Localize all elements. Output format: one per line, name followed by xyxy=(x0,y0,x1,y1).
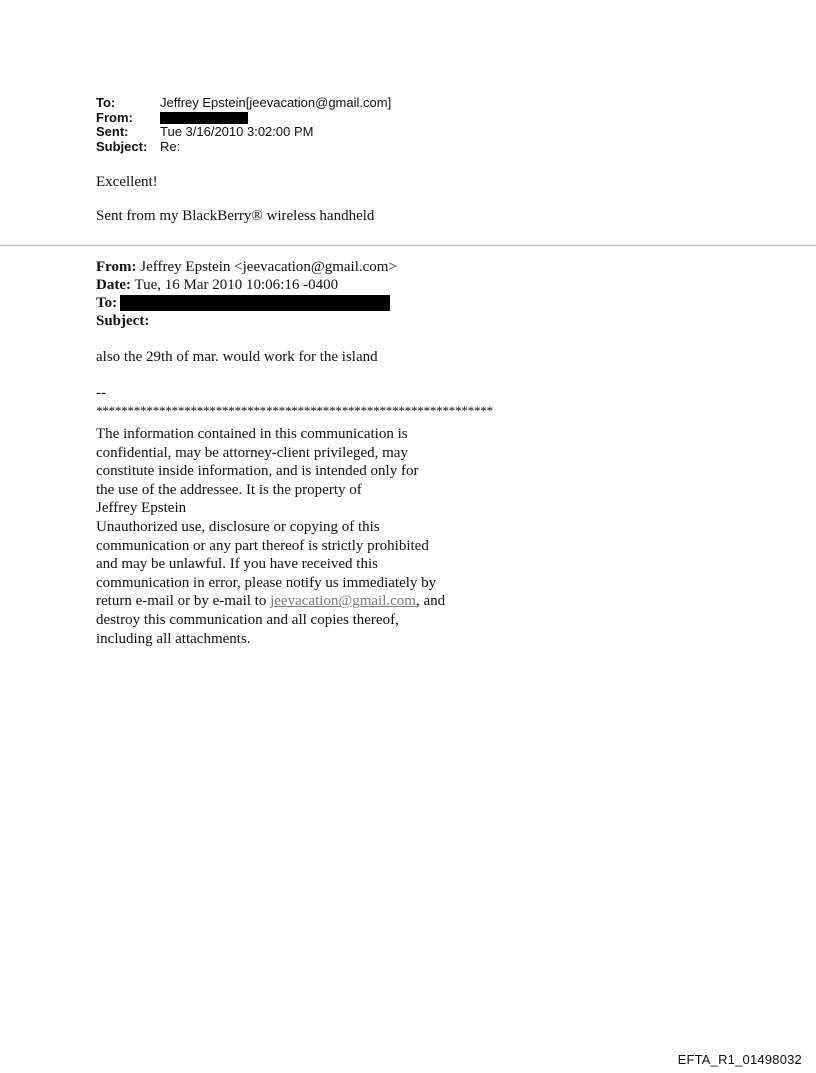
to-label: To: xyxy=(96,95,116,110)
link-prefix: return e-mail or by e-mail to xyxy=(96,593,271,610)
redaction-box xyxy=(160,112,248,124)
reply-subject-row xyxy=(96,140,391,155)
reply-body: Excellent! xyxy=(96,174,158,190)
original-date-row xyxy=(96,276,397,294)
original-from-value: Jeffrey Epstein <jeevacation@gmail.com> xyxy=(136,259,397,275)
original-date-label: Date: xyxy=(96,277,131,293)
original-to-row xyxy=(96,294,397,312)
disclaimer-line: destroy this communication and all copies thereof, xyxy=(96,611,399,628)
disclaimer-line: Jeffrey Epstein xyxy=(96,500,187,517)
disclaimer-line: the use of the addressee. It is the property of xyxy=(96,481,362,498)
email-link[interactable]: jeevacation@gmail.com xyxy=(270,593,416,610)
sent-value: Tue 3/16/2010 3:02:00 PM xyxy=(160,124,314,139)
disclaimer-line: The information contained in this communication is xyxy=(96,426,408,442)
subject-label: Subject: xyxy=(96,138,148,154)
original-date-value: Tue, 16 Mar 2010 10:06:16 -0400 xyxy=(130,277,339,293)
message-divider xyxy=(0,245,816,246)
confidentiality-disclaimer xyxy=(96,425,445,648)
original-subject-row xyxy=(96,312,397,330)
disclaimer-line: including all attachments. xyxy=(96,630,251,647)
disclaimer-line: communication in error, please notify us immediately by xyxy=(96,574,437,591)
reply-to-row xyxy=(96,96,391,111)
original-from-label: From: xyxy=(96,259,137,275)
subject-value: Re: xyxy=(160,138,181,154)
reply-sent-row xyxy=(96,125,391,140)
original-to-label: To: xyxy=(96,295,118,311)
original-body: also the 29th of mar. would work for the island xyxy=(96,349,378,365)
disclaimer-line: and may be unlawful. If you have received this xyxy=(96,556,378,573)
link-suffix: , and xyxy=(415,593,446,610)
original-from-row xyxy=(96,258,397,276)
disclaimer-line: communication or any part thereof is strictly prohibited xyxy=(96,537,429,554)
reply-header xyxy=(96,96,391,154)
to-value: Jeffrey Epstein[jeevacation@gmail.com] xyxy=(160,95,392,110)
sent-label: Sent: xyxy=(96,124,129,139)
document-id: EFTA_R1_01498032 xyxy=(677,1052,802,1067)
signature-stars: *************************************************************** xyxy=(96,403,493,418)
signature-dash: -- xyxy=(96,385,106,401)
disclaimer-line: confidential, may be attorney-client privileged, may xyxy=(96,444,408,461)
original-header xyxy=(96,258,397,330)
disclaimer-line: Unauthorized use, disclosure or copying of this xyxy=(96,518,380,535)
disclaimer-line: constitute inside information, and is intended only for xyxy=(96,463,419,480)
reply-from-row xyxy=(96,111,391,126)
reply-signature: Sent from my BlackBerry® wireless handheld xyxy=(96,208,375,224)
original-subject-label: Subject: xyxy=(96,313,150,329)
from-label: From: xyxy=(96,109,133,125)
disclaimer-line-with-link xyxy=(96,592,445,611)
redaction-box xyxy=(120,295,390,311)
